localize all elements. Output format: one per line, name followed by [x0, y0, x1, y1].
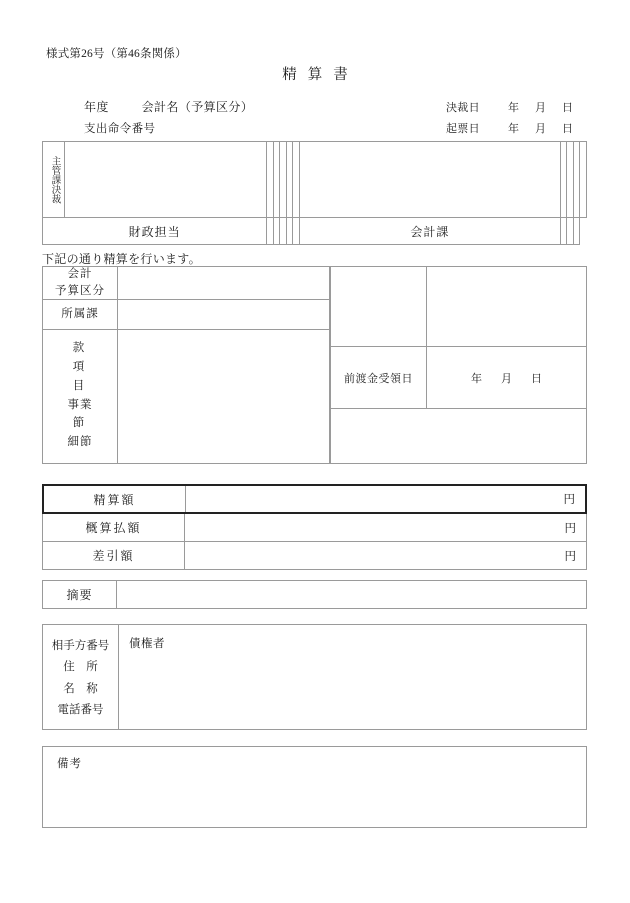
section-approval-label: 主管課決裁 — [49, 155, 60, 204]
finance-label-cell: 財政担当 — [43, 218, 267, 245]
advance-bottom-cell-right[interactable] — [427, 409, 586, 463]
creditor-label-party-number: 相手方番号 — [51, 639, 110, 652]
advance-receipt-date-row — [331, 346, 586, 408]
advance-receipt-date-field[interactable] — [427, 347, 586, 408]
approval-date-month: 月 — [535, 102, 547, 114]
creditor-label-phone: 電話番号 — [57, 704, 104, 717]
advance-top-right-cell[interactable] — [427, 267, 586, 346]
statement-text: 下記の通り精算を行います。 — [42, 252, 201, 266]
summary-value-field[interactable] — [117, 581, 586, 608]
department-value-field[interactable] — [118, 300, 329, 329]
account-label-cell — [43, 267, 118, 299]
budget-item-label-setsu: 節 — [72, 417, 88, 430]
budget-item-row — [43, 329, 329, 463]
estimated-payment-amount-label: 概算払額 — [43, 514, 185, 541]
settlement-amount-label: 精算額 — [44, 486, 186, 512]
remarks-label: 備考 — [57, 758, 82, 770]
stamp-table-row-section — [43, 142, 587, 218]
approval-stamp-table — [42, 141, 587, 245]
page-title: 精算書 — [282, 67, 359, 83]
draft-date-year: 年 — [508, 123, 520, 135]
budget-item-label-ko: 項 — [72, 360, 88, 373]
account-label-line1: 会計 — [67, 268, 93, 281]
remarks-box[interactable] — [42, 746, 587, 828]
settlement-amount-row — [42, 484, 587, 514]
stamp-cell[interactable] — [65, 142, 267, 218]
advance-payment-box — [330, 266, 587, 464]
advance-bottom-cell[interactable] — [331, 409, 427, 463]
budget-item-label-saisetsu: 細節 — [67, 436, 93, 449]
approval-date-year: 年 — [508, 102, 520, 114]
stamp-cell[interactable] — [580, 142, 587, 218]
stamp-table-row-finance — [43, 218, 587, 245]
account-row — [43, 267, 329, 299]
balance-amount-label: 差引額 — [43, 542, 185, 569]
estimated-payment-amount-row — [42, 514, 587, 542]
draft-date-label: 起票日 — [446, 123, 480, 135]
budget-item-label-jigyo: 事業 — [67, 398, 93, 411]
creditor-value-field[interactable] — [119, 625, 586, 729]
account-label-line2: 予算区分 — [55, 285, 105, 297]
budget-classification-box — [42, 266, 330, 464]
balance-amount-row — [42, 542, 587, 570]
budget-item-value-field[interactable] — [118, 330, 329, 463]
approval-date-day: 日 — [562, 102, 574, 114]
advance-receipt-date-label: 前渡金受領日 — [331, 347, 427, 408]
stamp-cell[interactable] — [299, 142, 560, 218]
creditor-label-address: 住 所 — [63, 661, 98, 674]
summary-row — [42, 580, 587, 609]
department-label-cell: 所属課 — [43, 300, 118, 329]
creditor-label-column — [43, 625, 119, 729]
advance-bottom-row — [331, 408, 586, 463]
accounting-label-cell: 会計課 — [299, 218, 560, 245]
stamp-cell[interactable] — [573, 218, 580, 245]
section-approval-label-cell — [43, 142, 65, 218]
creditor-box — [42, 624, 587, 730]
account-name-label: 会計名（予算区分） — [141, 100, 254, 114]
advance-top-left-cell[interactable] — [331, 267, 427, 346]
account-value-field[interactable] — [118, 267, 329, 299]
settlement-amount-value[interactable]: 円 — [563, 494, 575, 506]
fiscal-year-label: 年度 — [84, 100, 109, 114]
draft-date-month: 月 — [535, 123, 547, 135]
creditor-title: 債権者 — [129, 638, 165, 650]
approval-date-row — [446, 99, 589, 115]
advance-receipt-day: 日 — [531, 372, 542, 385]
department-row — [43, 299, 329, 329]
balance-amount-value[interactable]: 円 — [564, 550, 576, 563]
summary-label: 摘要 — [43, 581, 117, 608]
advance-top-row — [331, 267, 586, 346]
budget-item-labels — [43, 330, 118, 463]
advance-receipt-month: 月 — [501, 372, 512, 385]
advance-receipt-year: 年 — [471, 372, 482, 385]
approval-date-label: 決裁日 — [446, 102, 480, 114]
payment-order-number-label: 支出命令番号 — [84, 123, 156, 135]
fiscal-account-line — [84, 98, 253, 115]
draft-date-day: 日 — [562, 123, 574, 135]
estimated-payment-amount-value[interactable]: 円 — [564, 522, 576, 535]
draft-date-row — [446, 120, 589, 136]
form-code-label: 様式第26号（第46条関係） — [46, 48, 187, 60]
creditor-label-name: 名 称 — [63, 682, 98, 695]
budget-item-label-kan: 款 — [72, 342, 88, 355]
budget-item-label-moku: 目 — [72, 379, 88, 392]
